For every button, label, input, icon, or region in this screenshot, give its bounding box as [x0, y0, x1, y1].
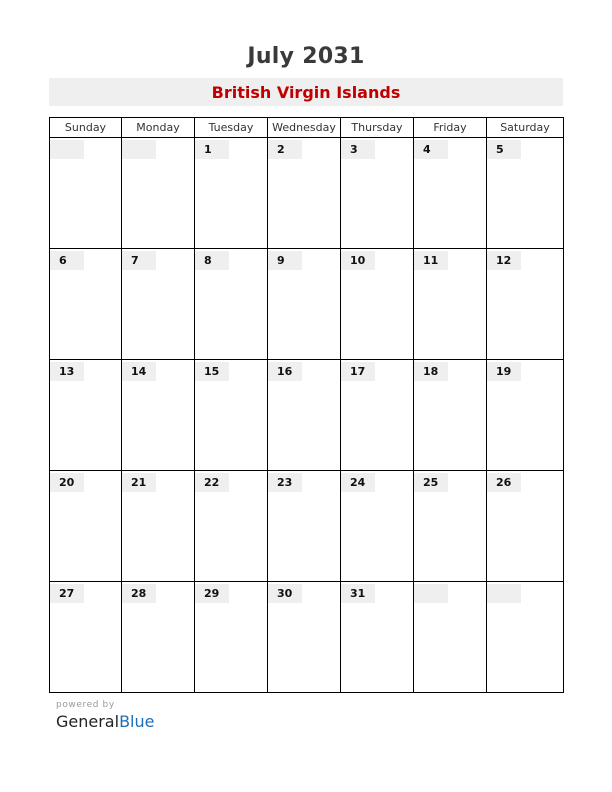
day-number: 9 [268, 251, 302, 270]
day-number: 10 [341, 251, 375, 270]
day-number: 28 [122, 584, 156, 603]
weekday-sunday: Sunday [50, 118, 122, 138]
day-number: 27 [50, 584, 84, 603]
weekday-thursday: Thursday [341, 118, 414, 138]
day-cell [341, 138, 414, 249]
day-number: 20 [50, 473, 84, 492]
day-number: 17 [341, 362, 375, 381]
day-cell [268, 138, 341, 249]
day-number: 29 [195, 584, 229, 603]
brand-general-text: General [56, 712, 120, 731]
day-cell [195, 360, 268, 471]
day-cell [50, 360, 122, 471]
day-cell [414, 582, 487, 693]
day-number: 24 [341, 473, 375, 492]
week-row [50, 471, 564, 582]
weekday-monday: Monday [122, 118, 195, 138]
day-number: 26 [487, 473, 521, 492]
day-cell [122, 138, 195, 249]
day-cell [122, 582, 195, 693]
week-row [50, 138, 564, 249]
day-cell [414, 471, 487, 582]
day-number: 22 [195, 473, 229, 492]
day-number: 12 [487, 251, 521, 270]
day-number: 8 [195, 251, 229, 270]
day-number: 25 [414, 473, 448, 492]
day-cell [195, 582, 268, 693]
day-number [122, 140, 156, 159]
day-cell [122, 360, 195, 471]
day-cell [50, 138, 122, 249]
day-cell [487, 360, 564, 471]
brand-blue-text: Blue [119, 712, 155, 731]
day-cell [414, 138, 487, 249]
footer-branding [56, 700, 154, 731]
day-number: 18 [414, 362, 448, 381]
day-number: 5 [487, 140, 521, 159]
day-cell [268, 249, 341, 360]
day-cell [195, 471, 268, 582]
day-cell [487, 582, 564, 693]
day-number: 15 [195, 362, 229, 381]
day-cell [487, 249, 564, 360]
day-cell [268, 471, 341, 582]
day-cell [122, 249, 195, 360]
country-banner [49, 78, 563, 106]
day-cell [341, 249, 414, 360]
day-cell [487, 471, 564, 582]
week-row [50, 249, 564, 360]
day-cell [50, 249, 122, 360]
weekday-wednesday: Wednesday [268, 118, 341, 138]
day-number: 2 [268, 140, 302, 159]
country-name: British Virgin Islands [211, 83, 401, 102]
weekday-friday: Friday [414, 118, 487, 138]
day-number: 11 [414, 251, 448, 270]
day-number: 16 [268, 362, 302, 381]
day-number [50, 140, 84, 159]
day-cell [414, 249, 487, 360]
week-row [50, 360, 564, 471]
day-number [487, 584, 521, 603]
day-number: 6 [50, 251, 84, 270]
day-cell [341, 582, 414, 693]
day-cell [341, 471, 414, 582]
day-cell [122, 471, 195, 582]
day-cell [195, 249, 268, 360]
day-number: 19 [487, 362, 521, 381]
day-number [414, 584, 448, 603]
day-cell [487, 138, 564, 249]
day-number: 30 [268, 584, 302, 603]
day-number: 31 [341, 584, 375, 603]
day-cell [414, 360, 487, 471]
day-cell [268, 582, 341, 693]
weekday-saturday: Saturday [487, 118, 564, 138]
day-cell [50, 582, 122, 693]
weekday-header-row [50, 118, 564, 138]
day-number: 13 [50, 362, 84, 381]
day-number: 7 [122, 251, 156, 270]
day-cell [195, 138, 268, 249]
day-number: 14 [122, 362, 156, 381]
day-cell [268, 360, 341, 471]
day-number: 1 [195, 140, 229, 159]
day-number: 4 [414, 140, 448, 159]
day-cell [50, 471, 122, 582]
calendar-grid [49, 117, 564, 693]
weekday-tuesday: Tuesday [195, 118, 268, 138]
day-number: 23 [268, 473, 302, 492]
calendar-title: July 2031 [247, 44, 365, 69]
week-row [50, 582, 564, 693]
day-number: 21 [122, 473, 156, 492]
powered-by-label: powered by [56, 700, 115, 710]
generalblue-logo[interactable] [56, 712, 154, 731]
day-cell [341, 360, 414, 471]
day-number: 3 [341, 140, 375, 159]
